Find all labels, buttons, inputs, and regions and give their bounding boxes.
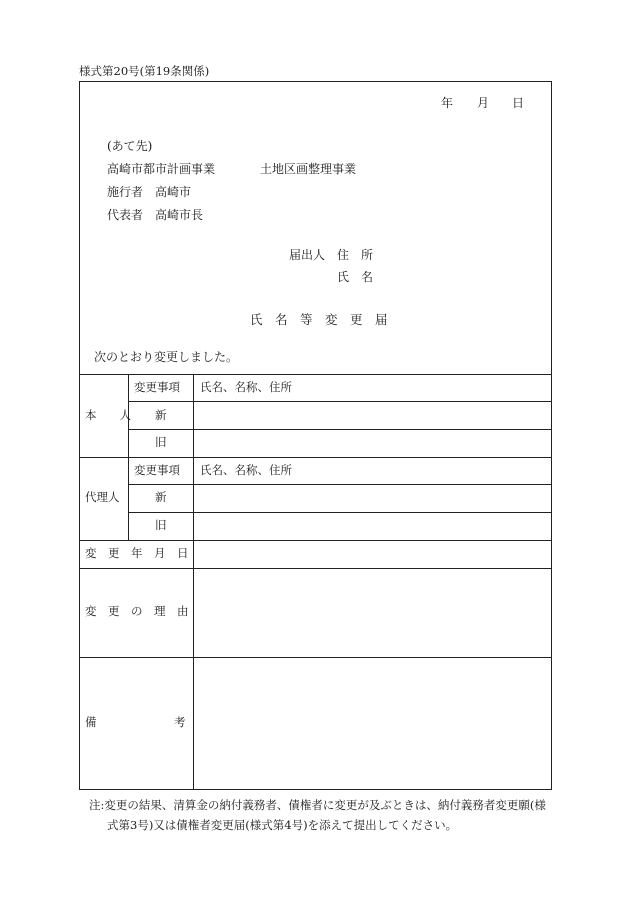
remarks-label-right: 考 <box>174 715 186 729</box>
agent-row1-line <box>128 484 552 485</box>
remarks-label-left: 備 <box>85 715 97 729</box>
principal-new-label: 新 <box>155 408 167 422</box>
change-reason-label: 変 更 の 理 由 <box>85 604 189 618</box>
footnote-line-2: 式第3号)又は債権者変更届(様式第4号)を添えて提出してください。 <box>107 818 458 832</box>
principal-label: 本 人 <box>85 408 131 422</box>
date-month-label: 月 <box>477 96 490 110</box>
table-top-line <box>79 374 552 375</box>
principal-old-label: 旧 <box>155 435 167 449</box>
document-title: 氏 名 等 変 更 届 <box>250 312 388 327</box>
project-type: 土地区画整理事業 <box>260 162 357 176</box>
value-column-divider <box>193 374 194 790</box>
principal-row1-line <box>128 401 552 402</box>
executor-value: 高崎市 <box>155 185 192 199</box>
agent-change-item-label: 変更事項 <box>134 463 180 477</box>
intro-text: 次のとおり変更しました。 <box>94 350 239 364</box>
date-day-label: 日 <box>512 96 525 110</box>
form-number: 様式第20号(第19条関係) <box>79 64 210 78</box>
agent-old-label: 旧 <box>155 518 167 532</box>
change-reason-top-line <box>79 568 552 569</box>
date-year-label: 年 <box>441 96 454 110</box>
agent-label: 代理人 <box>85 490 120 504</box>
addressee-heading: (あて先) <box>107 139 153 153</box>
project-name: 高崎市都市計画事業 <box>107 162 216 176</box>
agent-change-item-value: 氏名、名称、住所 <box>200 463 292 477</box>
agent-new-label: 新 <box>155 490 167 504</box>
agent-top-line <box>79 457 552 458</box>
principal-change-item-label: 変更事項 <box>134 380 180 394</box>
applicant-name-label: 氏 名 <box>337 270 374 284</box>
principal-change-item-value: 氏名、名称、住所 <box>200 380 292 394</box>
left-column-divider <box>128 374 129 540</box>
change-date-label: 変 更 年 月 日 <box>85 546 189 560</box>
executor-label: 施行者 <box>107 185 144 199</box>
form-frame <box>79 81 552 790</box>
principal-row2-line <box>128 429 552 430</box>
footnote-line-1: 注:変更の結果、清算金の納付義務者、債権者に変更が及ぶときは、納付義務者変更願(様 <box>89 798 546 812</box>
change-date-top-line <box>79 540 552 541</box>
representative-value: 高崎市長 <box>155 208 204 222</box>
remarks-top-line <box>79 657 552 658</box>
applicant-label: 届出人 <box>289 248 326 262</box>
agent-row2-line <box>128 512 552 513</box>
applicant-address-label: 住 所 <box>337 248 374 262</box>
representative-label: 代表者 <box>107 208 144 222</box>
